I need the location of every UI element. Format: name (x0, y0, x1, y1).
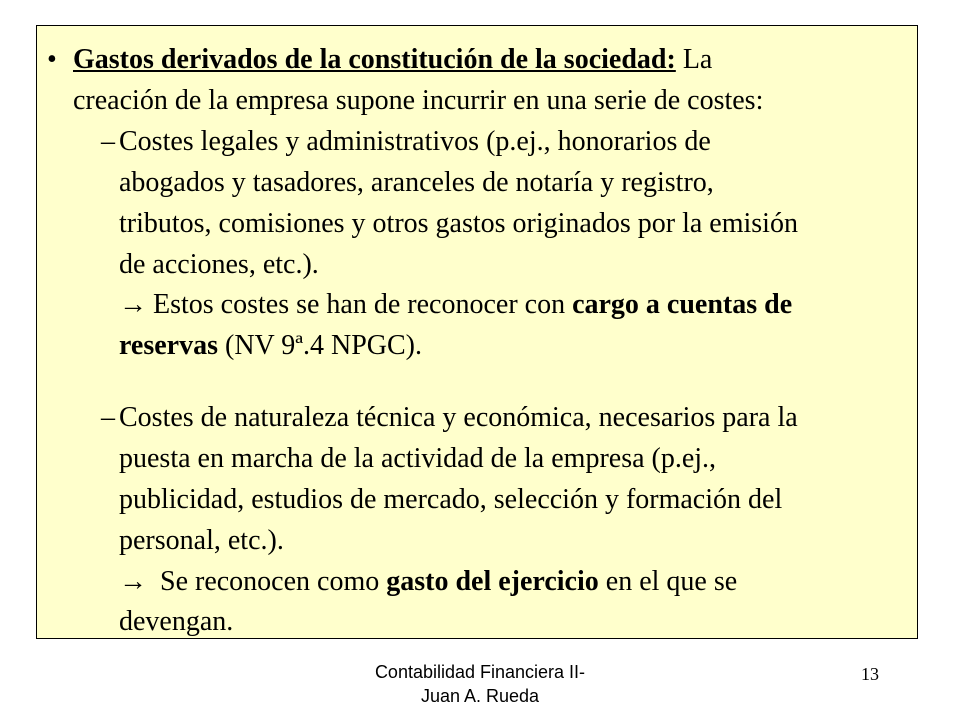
item1-line2: abogados y tasadores, aranceles de notaría y registro, (119, 167, 714, 198)
item2-note-rest: en el que se (598, 566, 738, 597)
item2-line1: Costes de naturaleza técnica y económica, necesarios para la (119, 402, 798, 433)
item1-line3: tributos, comisiones y otros gastos originados por la emisión (119, 208, 798, 239)
section-heading: Gastos derivados de la constitución de la sociedad: (73, 44, 676, 75)
footer (350, 660, 610, 708)
dash-icon: – (101, 126, 115, 157)
item2-note-bold: gasto del ejercicio (386, 566, 599, 597)
item2-note-line1 (119, 562, 737, 603)
item2-note-line2: devengan. (119, 606, 234, 637)
footer-author: Juan A. Rueda (420, 686, 540, 706)
item1-line1: Costes legales y administrativos (p.ej., honorarios de (119, 126, 711, 157)
footer-course: Contabilidad Financiera II- (374, 662, 586, 682)
arrow-icon: → (119, 566, 147, 597)
heading-continuation: La (675, 44, 713, 75)
bullet-icon: • (47, 44, 57, 75)
item2-line2: puesta en marcha de la actividad de la empresa (p.ej., (119, 443, 717, 474)
item1-line4: de acciones, etc.). (119, 249, 319, 280)
item1-note-text: Estos costes se han de reconocer con (153, 289, 573, 320)
item1-note-bold: cargo a cuentas de (572, 289, 793, 320)
item1-note-line1 (119, 285, 792, 326)
arrow-icon: → (119, 289, 147, 320)
intro-line: creación de la empresa supone incurrir en una serie de costes: (73, 85, 764, 116)
heading-line (73, 40, 712, 81)
item1-note-ref: (NV 9ª.4 NPGC). (218, 330, 422, 361)
content-box (36, 25, 918, 639)
item2-line4: personal, etc.). (119, 525, 284, 556)
item2-note-text: Se reconocen como (153, 566, 387, 597)
dash-icon: – (101, 402, 115, 433)
item2-line3: publicidad, estudios de mercado, selección y formación del (119, 484, 783, 515)
item1-note-bold2: reservas (119, 330, 218, 361)
page-number: 13 (861, 664, 879, 684)
item1-note-line2 (119, 326, 422, 367)
